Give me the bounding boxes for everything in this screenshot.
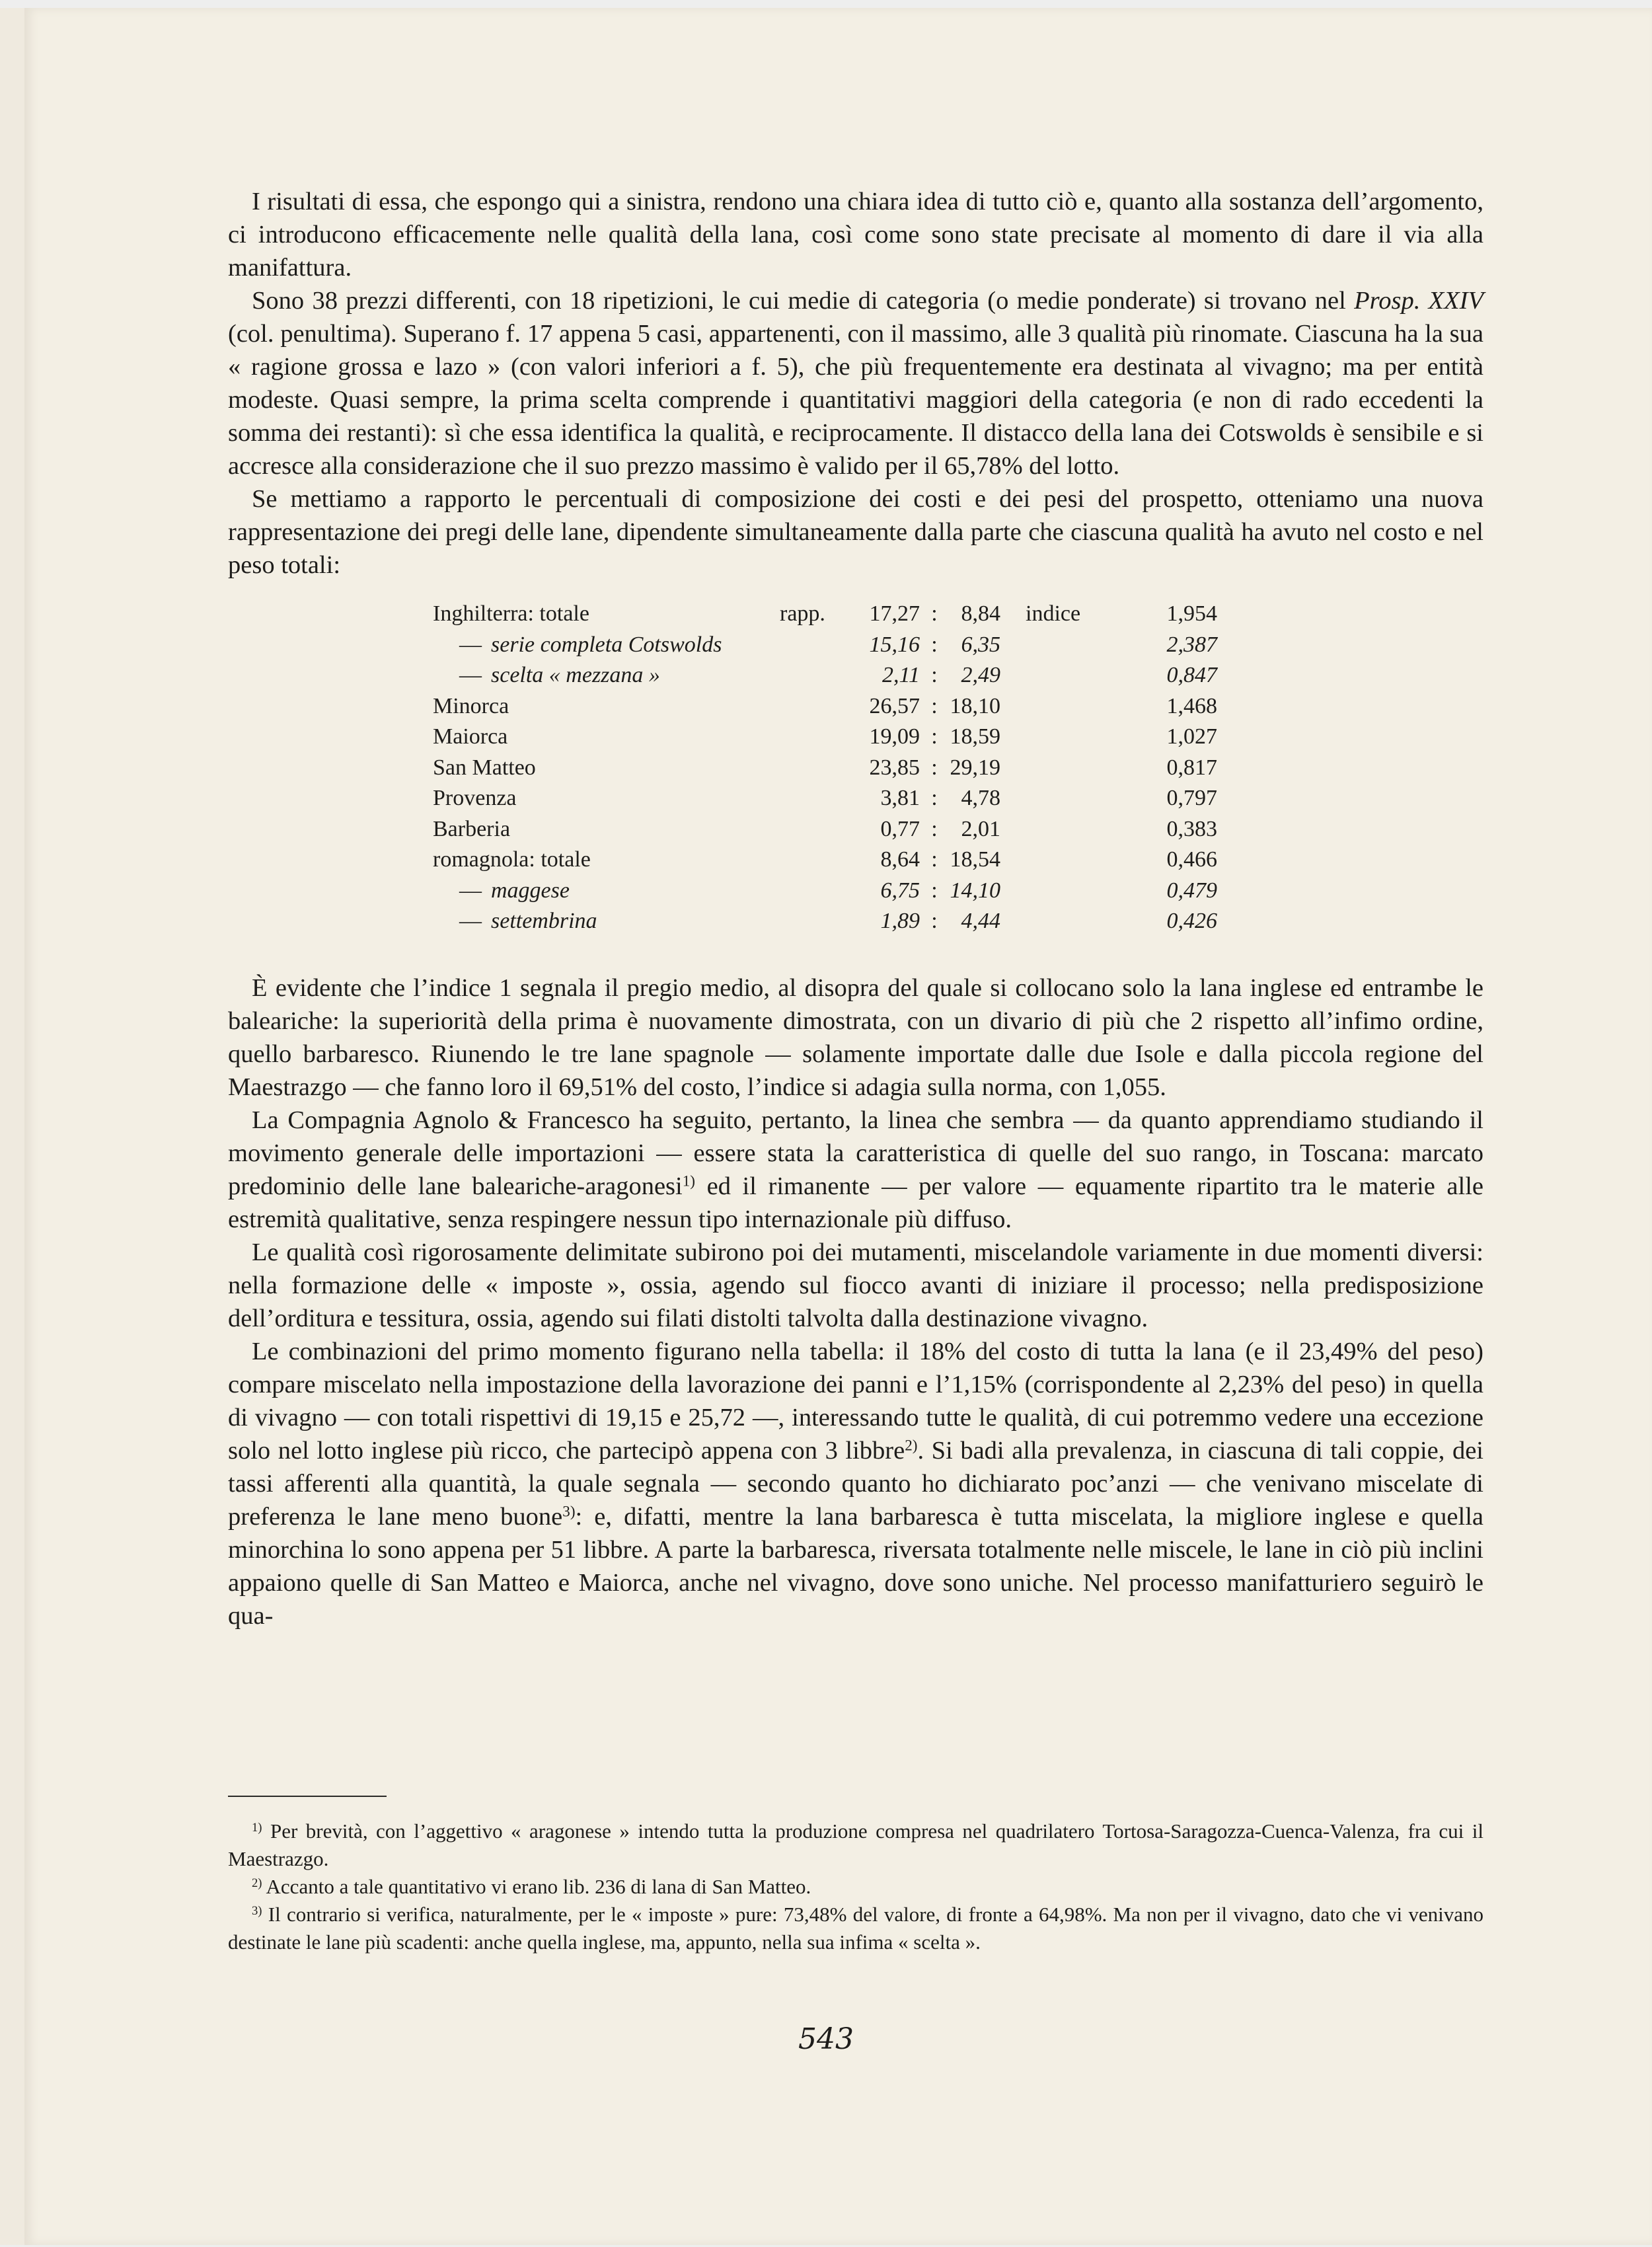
indice-label: indice — [1026, 601, 1081, 626]
row-label-text: scelta « mezzana » — [491, 663, 660, 687]
footnote-mark: 3) — [252, 1903, 262, 1918]
main-text — [228, 185, 1483, 1632]
table-row — [433, 783, 1358, 814]
cost-percent: 19,09 — [869, 724, 920, 749]
row-label-text: Inghilterra: totale — [433, 601, 589, 626]
row-label-text: romagnola: totale — [433, 847, 591, 872]
row-label-text: maggese — [491, 878, 570, 903]
footnote-mark: 1) — [252, 1820, 262, 1835]
quality-index: 0,383 — [1166, 816, 1217, 841]
ratio-separator: : — [931, 909, 938, 933]
table-row — [433, 814, 1358, 845]
paragraph-7-part1: Le combinazioni del primo momento figurano nella tabella: il 18% del costo di tutta la lana (e il 23,49% del peso) compare miscelato nella impostazione della lavorazione dei panni e l’1,15% (corrispondente al 2,23% del peso) in quella di vivagno — con totali rispettivi di 19,15 e 25,72 —, interessando tutte le qualità, di cui potremmo vedere una eccezione solo nel lotto inglese più ricco, che partecipò appena con 3 libbre — [228, 1337, 1483, 1465]
footnote-mark: 2) — [252, 1876, 262, 1890]
paragraph-6: Le qualità così rigorosamente delimitate subirono poi dei mutamenti, miscelandole variamente in due momenti diversi: nella formazione delle « imposte », ossia, agendo sul fiocco avanti di iniziare il processo; nella predisposizione dell’orditura e tessitura, ossia, agendo sui filati distolti talvolta dalla destinazione vivagno. — [228, 1238, 1483, 1332]
footnote-text: Per brevità, con l’aggettivo « aragonese » intendo tutta la produzione compresa nel quadrilatero Tortosa-Saragozza-Cuenca-Valenza, fra cui il Maestrazgo. — [228, 1819, 1483, 1870]
table-row — [433, 722, 1358, 753]
table-row — [433, 906, 1358, 937]
row-label-text: Minorca — [433, 693, 509, 718]
sub-item-dash: — — [459, 909, 482, 933]
quality-index: 0,797 — [1166, 786, 1217, 810]
paragraph-5-part1: La Compagnia Agnolo & Francesco ha seguito, pertanto, la linea che sembra — da quanto apprendiamo studiando il movimento generale delle importazioni — essere stata la caratteristica di quelle del suo rango, in Toscana: marcato predominio delle lane baleariche-aragonesi — [228, 1106, 1483, 1200]
paragraph-5-part2: ed il rimanente — per valore — equamente ripartito tra le materie alle estremità qualitative, senza respingere nessun tipo internazionale più diffuso. — [228, 1172, 1483, 1233]
weight-percent: 18,54 — [950, 847, 1000, 872]
page-number: 543 — [798, 2022, 854, 2056]
ratio-separator: : — [931, 786, 938, 810]
row-label — [433, 599, 780, 630]
sub-item-dash: — — [459, 632, 482, 657]
footnote-3 — [228, 1901, 1483, 1956]
row-label-text: serie completa Cotswolds — [491, 632, 722, 657]
weight-percent: 18,59 — [950, 724, 1000, 749]
cost-percent: 1,89 — [880, 909, 920, 933]
cost-percent: 2,11 — [882, 663, 920, 687]
ratio-separator: : — [931, 816, 938, 841]
quality-index: 1,954 — [1166, 601, 1217, 626]
footnote-1 — [228, 1817, 1483, 1873]
paragraph-7 — [228, 1335, 1483, 1632]
footnote-text: Accanto a tale quantitativo vi erano lib. 236 di lana di San Matteo. — [262, 1875, 811, 1898]
table-row — [433, 691, 1358, 722]
prospetto-reference: Prosp. XXIV — [1354, 287, 1483, 315]
ratio-separator: : — [931, 724, 938, 749]
page-fold — [0, 8, 26, 2245]
sub-item-dash: — — [459, 878, 482, 903]
quality-index: 2,387 — [1166, 632, 1217, 657]
row-label-text: Provenza — [433, 786, 517, 810]
paragraph-3: Se mettiamo a rapporto le percentuali di composizione dei costi e dei pesi del prospetto, otteniamo una nuova rappresentazione dei pregi delle lane, dipendente simultaneamente dalla parte che ciascuna qualità ha avuto nel costo e nel peso totali: — [228, 485, 1483, 579]
row-label — [433, 814, 780, 845]
paragraph-2-part2: (col. penultima). Superano f. 17 appena 5 casi, appartenenti, con il massimo, alle 3 qualità più rinomate. Ciascuna ha la sua « ragione grossa e lazo » (con valori inferiori a f. 5), che più frequentemente era destinata al vivagno; ma per entità modeste. Quasi sempre, la prima scelta comprende i quantitativi maggiori della categoria (e non di rado eccedenti la somma dei restanti): sì che essa identifica la qualità, e reciprocamente. Il distacco della lana dei Cotswolds è sensibile e si accresce alla considerazione che il suo prezzo massimo è valido per il 65,78% del lotto. — [228, 320, 1483, 480]
footnote-ref-3[interactable]: 3) — [562, 1502, 576, 1519]
weight-percent: 6,35 — [961, 632, 1000, 657]
row-label-text: Maiorca — [433, 724, 508, 749]
sub-item-dash: — — [459, 663, 482, 687]
ratio-separator: : — [931, 663, 938, 687]
cost-percent: 23,85 — [869, 755, 920, 780]
cost-percent: 8,64 — [880, 847, 920, 872]
weight-percent: 8,84 — [961, 601, 1000, 626]
footnotes — [228, 1817, 1483, 1956]
row-label — [433, 876, 780, 907]
weight-percent: 29,19 — [950, 755, 1000, 780]
rapp-label: rapp. — [780, 601, 825, 626]
wool-index-table — [433, 599, 1358, 937]
row-label — [433, 906, 780, 937]
cost-percent: 26,57 — [869, 693, 920, 718]
weight-percent: 14,10 — [950, 878, 1000, 903]
paragraph-2-part1: Sono 38 prezzi differenti, con 18 ripetizioni, le cui medie di categoria (o medie ponderate) si trovano nel — [252, 287, 1355, 315]
quality-index: 0,466 — [1166, 847, 1217, 872]
ratio-separator: : — [931, 601, 938, 626]
cost-percent: 0,77 — [880, 816, 920, 841]
weight-percent: 4,78 — [961, 786, 1000, 810]
quality-index: 0,426 — [1166, 909, 1217, 933]
paragraph-1: I risultati di essa, che espongo qui a sinistra, rendono una chiara idea di tutto ciò e, quanto alla sostanza dell’argomento, ci introducono efficacemente nelle qualità della lana, così come sono state precisate al momento di dare il via alla manifattura. — [228, 188, 1483, 282]
quality-index: 1,468 — [1166, 693, 1217, 718]
row-label-text: settembrina — [491, 909, 597, 933]
ratio-separator: : — [931, 632, 938, 657]
table-row — [433, 660, 1358, 691]
table-row — [433, 753, 1358, 784]
row-label-text: San Matteo — [433, 755, 536, 780]
weight-percent: 18,10 — [950, 693, 1000, 718]
ratio-separator: : — [931, 755, 938, 780]
quality-index: 0,817 — [1166, 755, 1217, 780]
table-row — [433, 876, 1358, 907]
row-label — [433, 753, 780, 784]
ratio-separator: : — [931, 693, 938, 718]
footnote-text: Il contrario si verifica, naturalmente, per le « imposte » pure: 73,48% del valore, di fronte a 64,98%. Ma non per il vivagno, dato che vi venivano destinate le lane più scadenti: anche quella inglese, ma, appunto, nella sua infima « scelta ». — [228, 1903, 1483, 1954]
ratio-separator: : — [931, 878, 938, 903]
footnote-separator — [228, 1796, 387, 1797]
footnote-2 — [228, 1873, 1483, 1901]
paragraph-2 — [228, 284, 1483, 482]
table-row — [433, 599, 1358, 630]
cost-percent: 3,81 — [880, 786, 920, 810]
quality-index: 0,479 — [1166, 878, 1217, 903]
paragraph-5 — [228, 1104, 1483, 1236]
row-label — [433, 845, 780, 876]
paragraph-7-part2: . Si badi alla prevalenza, in ciascuna di tali coppie, dei tassi afferenti alla quantità, la quale segnala — secondo quanto ho dichiarato poc’anzi — che venivano miscelate di preferenza le lane meno buone — [228, 1436, 1483, 1531]
row-label — [433, 783, 780, 814]
row-label — [433, 691, 780, 722]
footnote-ref-1[interactable]: 1) — [682, 1171, 695, 1189]
footnote-ref-2[interactable]: 2) — [905, 1435, 918, 1453]
weight-percent: 4,44 — [961, 909, 1000, 933]
table-row — [433, 845, 1358, 876]
cost-percent: 17,27 — [869, 601, 920, 626]
weight-percent: 2,01 — [961, 816, 1000, 841]
weight-percent: 2,49 — [961, 663, 1000, 687]
quality-index: 1,027 — [1166, 724, 1217, 749]
quality-index: 0,847 — [1166, 663, 1217, 687]
ratio-separator: : — [931, 847, 938, 872]
table-row — [433, 630, 1358, 661]
row-label — [433, 660, 780, 691]
row-label-text: Barberia — [433, 816, 511, 841]
row-label — [433, 630, 780, 661]
paragraph-7-part3: : e, difatti, mentre la lana barbaresca è tutta miscelata, la migliore inglese e quella minorchina lo sono appena per 51 libbre. A parte la barbaresca, riversata totalmente nelle miscele, le lane in ciò più inclini appaiono quelle di San Matteo e Maiorca, anche nel vivagno, dove sono uniche. Nel processo manifatturiero seguirò le qua- — [228, 1502, 1484, 1630]
paragraph-4: È evidente che l’indice 1 segnala il pregio medio, al disopra del quale si collocano solo la lana inglese ed entrambe le baleariche: la superiorità della prima è nuovamente dimostrata, con un divario di più che 2 rispetto all’infimo ordine, quello barbaresco. Riunendo le tre lane spagnole — solamente importate dalle due Isole e dalla piccola regione del Maestrazgo — che fanno loro il 69,51% del costo, l’indice si adagia sulla norma, con 1,055. — [228, 973, 1483, 1101]
row-label — [433, 722, 780, 753]
cost-percent: 15,16 — [869, 632, 920, 657]
cost-percent: 6,75 — [880, 878, 920, 903]
